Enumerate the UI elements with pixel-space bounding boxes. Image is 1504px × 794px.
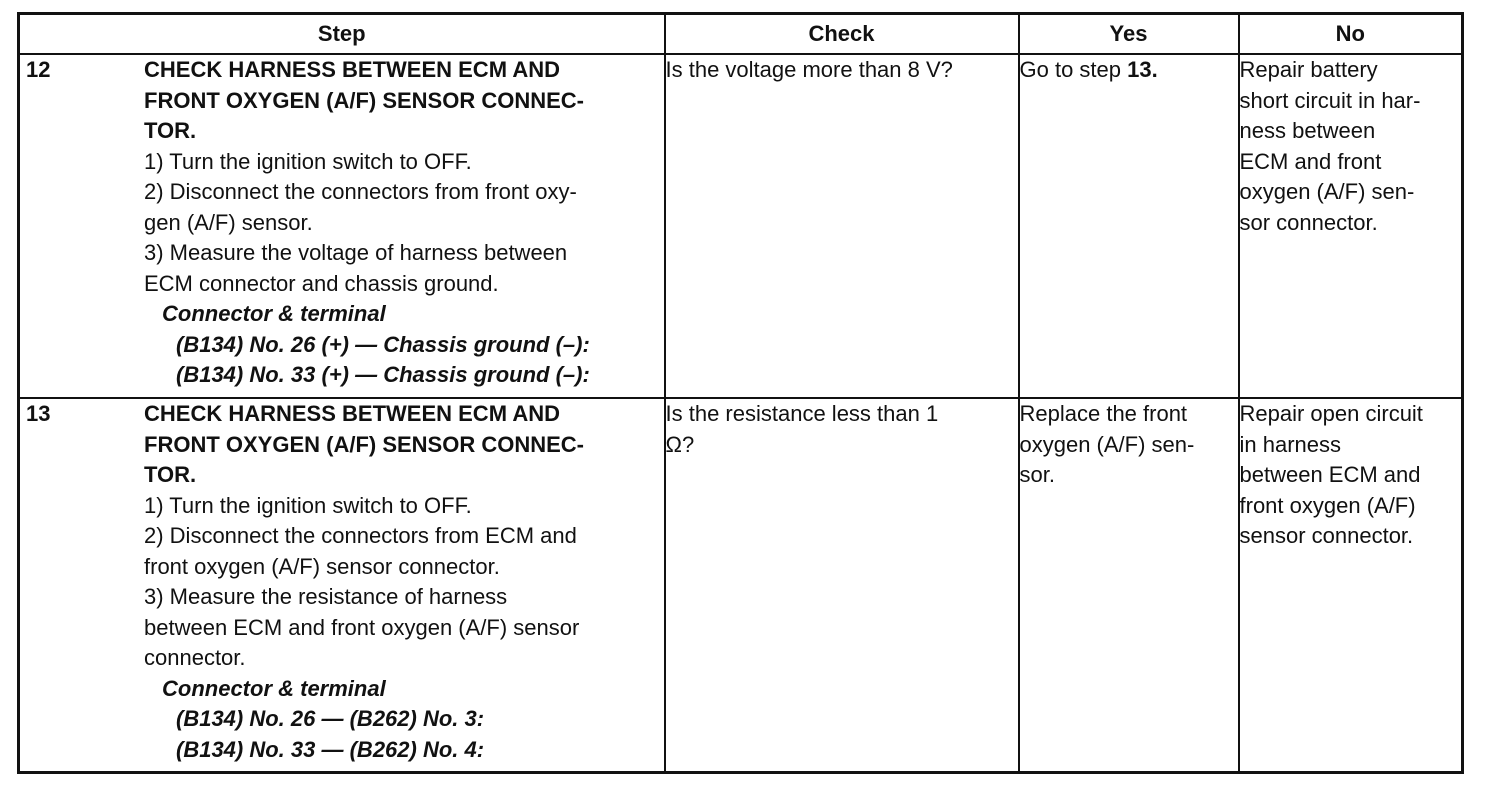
header-row [19, 14, 1463, 55]
header-yes: Yes [1019, 14, 1239, 55]
instruction-line: 3) Measure the resistance of harness [144, 584, 508, 609]
step-cell [19, 54, 665, 398]
step-title-line: FRONT OXYGEN (A/F) SENSOR CONNEC- [144, 431, 585, 457]
step-title-line: TOR. [144, 118, 197, 143]
no-text-line: sensor connector. [1239, 523, 1414, 548]
no-cell [1239, 54, 1463, 398]
connector-terminal-line: (B134) No. 33 (+) — Chassis ground (–): [176, 362, 590, 387]
step-number: 13 [26, 401, 51, 426]
yes-text-line: Replace the front [1019, 401, 1188, 426]
step-title-line: TOR. [144, 462, 197, 487]
instruction-line: 1) Turn the ignition switch to OFF. [144, 148, 472, 174]
check-text-line: Ω? [665, 431, 695, 457]
yes-cell [1019, 54, 1239, 398]
no-text-line: oxygen (A/F) sen- [1239, 179, 1415, 204]
yes-text-line: oxygen (A/F) sen- [1019, 431, 1195, 457]
instruction-line: connector. [144, 645, 246, 670]
step-title-line: FRONT OXYGEN (A/F) SENSOR CONNEC- [144, 87, 585, 113]
step-title-line: CHECK HARNESS BETWEEN ECM AND [144, 57, 560, 82]
no-text-line: sor connector. [1239, 209, 1378, 235]
instruction-line: 3) Measure the voltage of harness between [144, 240, 568, 265]
connector-terminal-line: (B134) No. 26 (+) — Chassis ground (–): [176, 331, 590, 357]
table-row [19, 54, 1463, 398]
no-text-line: short circuit in har- [1239, 87, 1421, 113]
no-text-line: in harness [1239, 431, 1342, 457]
step-number: 12 [26, 57, 51, 82]
yes-step-ref: 13. [1127, 57, 1158, 82]
no-text-line: between ECM and [1239, 462, 1421, 487]
connector-terminal-label: Connector & terminal [162, 301, 386, 326]
no-text-line: ECM and front [1239, 148, 1382, 174]
no-text-line: ness between [1239, 118, 1376, 143]
table-row [19, 398, 1463, 772]
no-text-line: front oxygen (A/F) [1239, 492, 1416, 518]
no-text-line: Repair battery [1239, 57, 1378, 82]
connector-terminal-label: Connector & terminal [162, 675, 386, 701]
header-step: Step [19, 14, 665, 55]
check-cell [665, 54, 1019, 398]
header-no: No [1239, 14, 1463, 55]
check-text-line: Is the resistance less than 1 [665, 401, 939, 426]
connector-terminal-line: (B134) No. 26 — (B262) No. 3: [176, 706, 485, 731]
no-text-line: Repair open circuit [1239, 401, 1423, 426]
step-title-line: CHECK HARNESS BETWEEN ECM AND [144, 401, 560, 426]
yes-text-line: sor. [1019, 462, 1055, 487]
check-text: Is the voltage more than 8 V? [665, 57, 953, 82]
instruction-line: gen (A/F) sensor. [144, 209, 313, 235]
diagnostic-table [17, 12, 1464, 774]
instruction-line: 2) Disconnect the connectors from front oxy- [144, 179, 577, 204]
connector-terminal-line: (B134) No. 33 — (B262) No. 4: [176, 736, 485, 762]
instruction-line: front oxygen (A/F) sensor connector. [144, 553, 500, 579]
no-cell [1239, 398, 1463, 772]
instruction-line: 2) Disconnect the connectors from ECM and [144, 523, 577, 548]
step-cell [19, 398, 665, 772]
instruction-line: ECM connector and chassis ground. [144, 270, 499, 296]
instruction-line: between ECM and front oxygen (A/F) sensor [144, 614, 580, 640]
check-cell [665, 398, 1019, 772]
instruction-line: 1) Turn the ignition switch to OFF. [144, 492, 472, 518]
header-check: Check [665, 14, 1019, 55]
yes-cell [1019, 398, 1239, 772]
yes-text [1020, 55, 1238, 86]
yes-prefix: Go to step [1019, 57, 1128, 82]
